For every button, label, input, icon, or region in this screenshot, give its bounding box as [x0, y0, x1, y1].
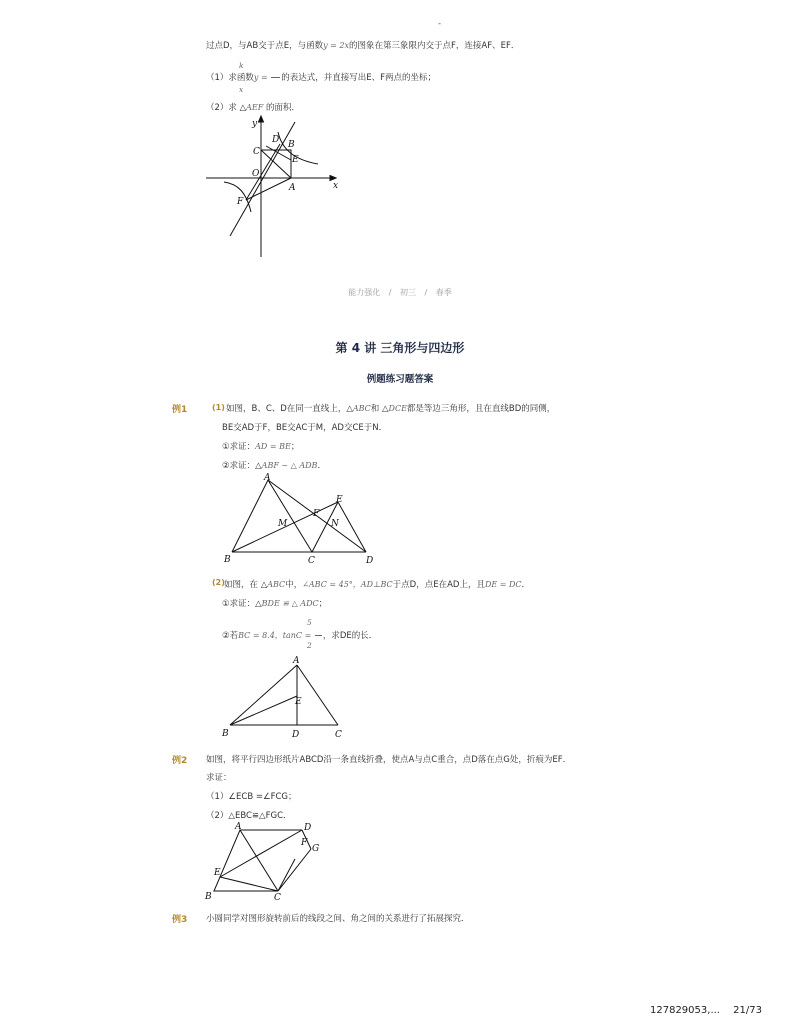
segment-be: [230, 696, 297, 725]
ex3-line1: 小圆同学对图形旋转前后的线段之间、角之间的关系进行了拓展探究．: [206, 914, 470, 924]
fraction-denominator: x: [239, 85, 244, 94]
label-a: A: [264, 473, 271, 483]
label-x: x: [333, 181, 339, 191]
ex1-p1-q2: [222, 460, 326, 472]
text-segment: ①求证：: [222, 442, 256, 452]
breadcrumb-separator: /: [388, 288, 392, 297]
breadcrumb-item[interactable]: 初三: [400, 288, 416, 297]
fraction-numerator: 5: [307, 618, 312, 627]
label-n: N: [331, 519, 339, 529]
segment-ac: [297, 665, 338, 725]
example-1-label: 例1: [172, 405, 188, 415]
text-segment: 过点D，与AB交于点E，与函数: [206, 41, 324, 51]
line-y-2x: [230, 122, 295, 236]
problem-intro-line: [206, 40, 519, 52]
segment-ac: [268, 480, 312, 552]
text-segment: 和 △: [370, 404, 389, 414]
math-expression: ABF ∼ △ ADB: [261, 461, 318, 470]
math-expression: DCE: [388, 404, 407, 413]
label-e: E: [336, 495, 343, 505]
label-m: M: [278, 519, 288, 529]
question-1: [206, 72, 436, 84]
text-segment: 的表达式，并直接写出E、F两点的坐标；: [281, 73, 436, 83]
label-g: G: [312, 844, 320, 854]
math-expression: ABC: [352, 404, 371, 413]
text-segment: 于点D，点E在AD上，且: [392, 580, 485, 590]
breadcrumb: [0, 287, 800, 298]
label-y: y: [252, 119, 258, 129]
text-segment: ②求证：△: [222, 461, 262, 471]
segment-ec: [220, 877, 278, 891]
example-3-label: 例3: [172, 915, 188, 925]
text-segment: ②若: [222, 631, 239, 641]
breadcrumb-item[interactable]: 能力强化: [348, 288, 381, 297]
altitude-triangle-figure: [218, 652, 348, 742]
segment-gc: [278, 849, 311, 891]
label-f: F: [313, 509, 320, 519]
label-d: D: [304, 823, 312, 833]
segment-ba: [230, 665, 297, 725]
ex2-line2: 求证：: [206, 773, 232, 783]
breadcrumb-item[interactable]: 春季: [435, 288, 452, 297]
text-segment: （2）求 △: [206, 103, 247, 113]
label-c: C: [335, 730, 342, 740]
segment-ba: [232, 480, 268, 552]
text-segment: 中，: [285, 580, 303, 590]
math-expression: ∠ABC = 45°，AD⊥BC: [302, 580, 393, 589]
label-e: E: [214, 868, 221, 878]
ex2-line1: 如图，将平行四边形纸片ABCD沿一条直线折叠，使点A与点C重合，点D落在点G处，折痕为EF．: [206, 755, 572, 765]
math-expression: DE = DC: [484, 580, 522, 589]
text-segment: 的面积．: [263, 103, 301, 113]
page-footer: [650, 1005, 762, 1016]
coordinate-figure: [200, 112, 345, 260]
fraction-numerator: k: [239, 61, 244, 70]
segment-ed: [338, 502, 366, 552]
page-indicator: 21/73: [733, 1005, 762, 1016]
label-c: C: [308, 556, 315, 564]
lecture-title: 第 4 讲 三角形与四边形: [335, 341, 465, 355]
example-2-label: 例2: [172, 756, 188, 766]
text-segment: （1）求函数: [206, 73, 254, 83]
math-expression: ABC: [267, 580, 286, 589]
label-e: E: [295, 697, 302, 707]
ex1-p1-line2: BE交AD于F，BE交AC于M，AD交CE于N．: [222, 423, 388, 433]
math-expression: AD = BE: [255, 442, 291, 451]
segment-ac: [240, 830, 278, 891]
x-axis-arrow: [330, 176, 336, 181]
label-e: E: [292, 155, 299, 165]
label-b: B: [224, 555, 231, 564]
math-expression: BC = 8.4，tanC =: [238, 631, 314, 640]
document-id: 127829053,...: [650, 1005, 720, 1016]
math-expression: y =: [253, 73, 271, 82]
segment-cf-lower: [278, 859, 295, 891]
text-segment: ．: [521, 580, 531, 590]
label-b: B: [222, 729, 229, 739]
folded-parallelogram-figure: [200, 820, 330, 900]
part-1-number: (1): [212, 403, 225, 412]
text-segment: ．: [317, 461, 326, 471]
ex1-p2-line1: [224, 579, 530, 591]
label-c: C: [253, 147, 260, 157]
ex2-q1: （1）∠ECB =∠FCG；: [206, 792, 297, 802]
fraction-bar: [315, 635, 322, 636]
label-o: O: [252, 169, 260, 179]
parallelogram-abc-edges: [214, 830, 302, 891]
equilateral-triangles-figure: [220, 472, 380, 564]
ex2-q2: （2）△EBC≌△FGC．: [206, 811, 292, 821]
text-segment: ；: [318, 599, 328, 609]
math-expression: BDE ≌ △ ADC: [261, 599, 319, 608]
fraction-denominator: 2: [307, 641, 312, 650]
label-c: C: [274, 893, 281, 900]
ex1-p1-q1: [222, 441, 299, 453]
text-segment: 的图象在第三象限内交于点F，连接AF、EF．: [349, 41, 520, 51]
label-a: A: [293, 656, 300, 666]
fraction-bar: [271, 77, 280, 78]
label-b: B: [205, 892, 212, 900]
label-a: A: [289, 183, 296, 193]
section-title: 例题练习题答案: [366, 374, 434, 385]
label-f: F: [237, 197, 244, 207]
label-f: F: [301, 838, 308, 848]
text-segment: ，求DE的长．: [322, 631, 378, 641]
label-d: D: [272, 135, 280, 145]
label-d: D: [292, 730, 300, 740]
ex1-p2-q1: [222, 598, 327, 610]
text-segment: ；: [290, 442, 300, 452]
top-marker: -: [438, 19, 442, 29]
part-2-number: (2): [212, 578, 225, 587]
math-expression: AEF: [246, 103, 264, 112]
ex1-p1-line1: [226, 403, 555, 415]
math-expression: y = 2x: [323, 41, 349, 50]
y-axis-arrow: [259, 116, 264, 122]
text-segment: 如图，在 △: [224, 580, 268, 590]
ex1-p2-q2: [222, 630, 377, 642]
label-d: D: [366, 556, 374, 564]
text-segment: 如图，B、C、D在同一直线上，△: [226, 404, 353, 414]
label-b: B: [288, 140, 295, 150]
breadcrumb-separator: /: [424, 288, 428, 297]
text-segment: ①求证：△: [222, 599, 262, 609]
text-segment: 都是等边三角形，且在直线BD的同侧，: [406, 404, 556, 414]
label-a: A: [235, 822, 242, 832]
